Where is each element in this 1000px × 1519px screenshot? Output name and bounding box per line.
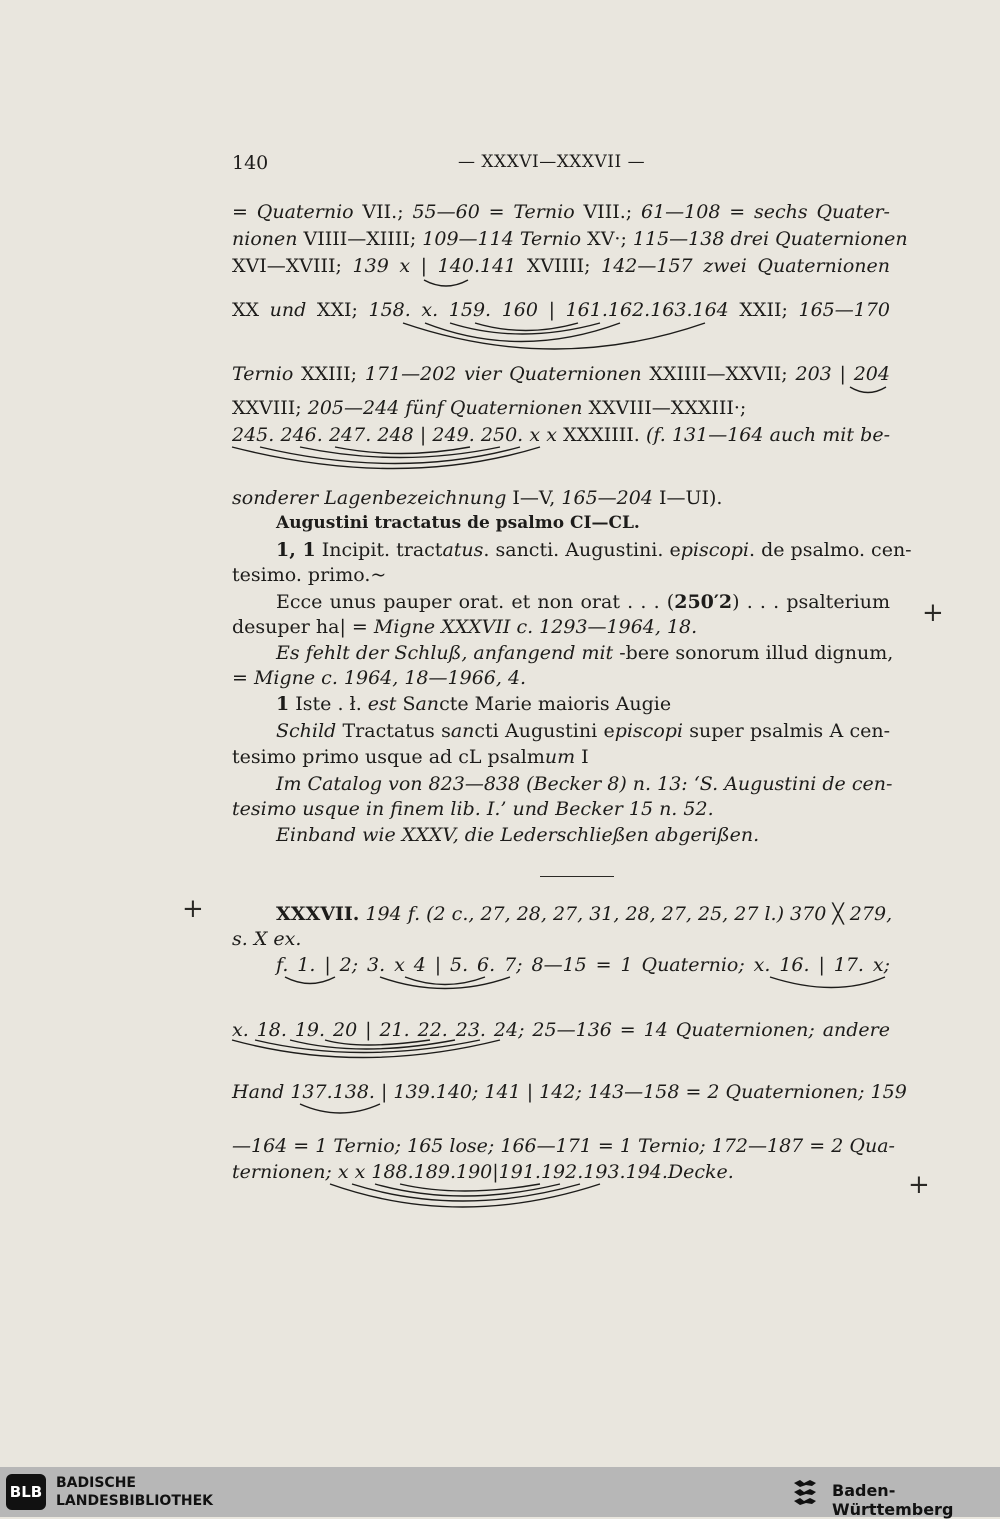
quire-arc (450, 323, 600, 334)
quire-arc (425, 323, 620, 342)
text-line: Es fehlt der Schluß, anfangend mit -bere sonorum illud dignum, (276, 642, 894, 664)
quire-arc (300, 447, 500, 458)
text-line: = Quaternio VII.; 55—60 = Ternio VIII.; 61—108 = sechs Quater- (232, 201, 890, 223)
library-name (56, 1474, 213, 1510)
quire-arc (424, 280, 468, 286)
text-line: = Migne c. 1964, 18—1966, 4. (232, 667, 527, 689)
text-line: 1, 1 Incipit. tractatus. sancti. Augustini. episcopi. de psalmo. cen- (276, 539, 912, 561)
quire-arc (232, 1040, 500, 1058)
text-line: tesimo primo usque ad cL psalmum I (232, 746, 589, 768)
text-line: ternionen; x x 188.189.190|191.192.193.194.Decke. (232, 1161, 734, 1183)
quire-arc (403, 323, 705, 349)
text-line: Hand 137.138. | 139.140; 141 | 142; 143—158 = 2 Quaternionen; 159 (232, 1081, 907, 1103)
state-coat-of-arms-icon (790, 1477, 822, 1507)
text-line: x. 18. 19. 20 | 21. 22. 23. 24; 25—136 = 14 Quaternionen; andere (232, 1019, 890, 1041)
text-line: Ecce unus pauper orat. et non orat . . . (250′2) . . . psalterium (276, 591, 890, 613)
text-line: tesimo. primo.~ (232, 564, 387, 586)
library-name-line2: LANDESBIBLIOTHEK (56, 1493, 214, 1509)
text-line: XVI—XVIII; 139 x | 140.141 XVIIII; 142—157 zwei Quaternionen (232, 255, 890, 277)
quire-arc (330, 1184, 600, 1207)
text-line: XX und XXI; 158. x. 159. 160 | 161.162.163.164 XXII; 165—170 (232, 299, 891, 321)
quire-arc (300, 1104, 380, 1113)
text-line: —164 = 1 Ternio; 165 lose; 166—171 = 1 Ternio; 172—187 = 2 Qua- (232, 1135, 895, 1157)
blb-logo[interactable]: BLB (6, 1474, 46, 1510)
page-number: 140 (232, 152, 269, 174)
text-line: tesimo usque in finem lib. I.’ und Becker 15 n. 52. (232, 798, 714, 820)
quire-arc (400, 1184, 540, 1191)
margin-plus-mark: + (182, 894, 204, 924)
quire-arc (260, 447, 520, 464)
text-line: sonderer Lagenbezeichnung I—V, 165—204 I—UI). (232, 487, 723, 509)
text-line: desuper ha| = Migne XXXVII c. 1293—1964, 18. (232, 616, 698, 638)
quire-arc (850, 387, 886, 393)
quire-arc (285, 977, 335, 984)
text-line: Schild Tractatus sancti Augustini episcopi super psalmis A cen- (276, 720, 890, 742)
text-line: Im Catalog von 823—838 (Becker 8) n. 13: ‘S. Augustini de cen- (276, 773, 893, 795)
quire-arc (352, 1184, 580, 1201)
quire-arc (405, 977, 485, 985)
text-line: XXXVII. 194 f. (2 c., 27, 28, 27, 31, 28, 27, 25, 27 l.) 370 ╳ 279, (276, 903, 893, 925)
text-line: XXVIII; 205—244 fünf Quaternionen XXVIII—XXXIII·; (232, 397, 747, 419)
quire-arc (335, 447, 470, 454)
state-name: Baden-Württemberg (832, 1481, 954, 1519)
running-title: — XXXVI—XXXVII — (458, 152, 646, 172)
text-line: 1 Iste . ł. est Sancte Marie maioris Augie (276, 693, 672, 715)
text-line: Ternio XXIII; 171—202 vier Quaternionen XXIIII—XXVII; 203 | 204 (232, 363, 890, 385)
text-line: f. 1. | 2; 3. x 4 | 5. 6. 7; 8—15 = 1 Quaternio; x. 16. | 17. x; (276, 954, 890, 976)
page-header (232, 152, 892, 182)
text-line: s. X ex. (232, 928, 302, 950)
text-line: Einband wie XXXV, die Lederschließen abgerißen. (276, 824, 760, 846)
library-name-line1: BADISCHE (56, 1475, 136, 1491)
quire-arc (770, 977, 885, 988)
margin-plus-mark: + (922, 598, 944, 628)
quire-arc (475, 323, 578, 331)
quire-arc (232, 447, 540, 469)
margin-plus-mark: + (908, 1170, 930, 1200)
text-line: nionen VIIII—XIIII; 109—114 Ternio XV·; 115—138 drei Quaternionen (232, 228, 908, 250)
footer-bar (0, 1467, 1000, 1517)
quire-arc (380, 977, 510, 989)
text-line: 245. 246. 247. 248 | 249. 250. x x XXXIIII. (f. 131—164 auch mit be- (232, 424, 890, 446)
section-heading: Augustini tractatus de psalmo CI—CL. (276, 513, 640, 533)
separator-rule (540, 876, 614, 877)
quire-arc (375, 1184, 560, 1196)
